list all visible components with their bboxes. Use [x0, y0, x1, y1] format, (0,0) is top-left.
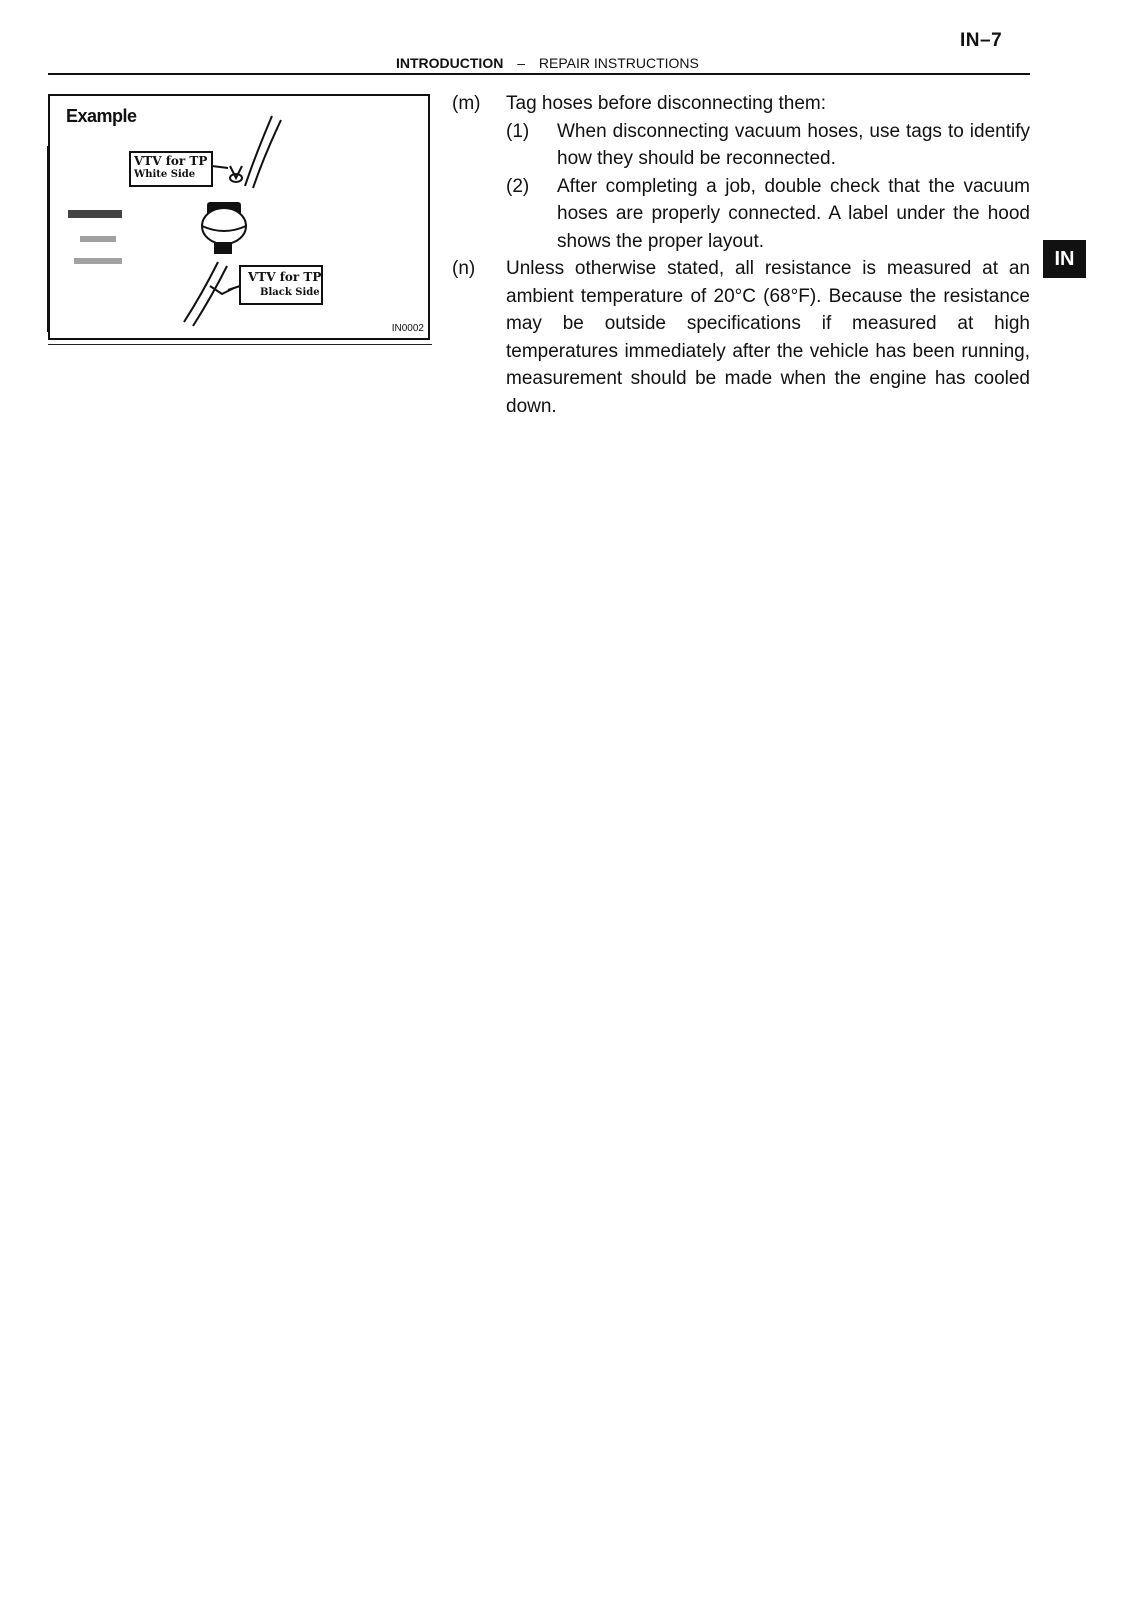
list-item-m [452, 90, 1030, 118]
list-item-n [452, 255, 1030, 420]
tag-bottom-line2: Black Side [260, 287, 320, 298]
sub-item-text: When disconnecting vacuum hoses, use tags to identify how they should be reconnected. [557, 120, 1030, 169]
figure-id: IN0002 [391, 323, 424, 334]
section-title: REPAIR INSTRUCTIONS [538, 55, 699, 71]
lower-hose-right-edge [193, 266, 227, 326]
sub-item-marker: (2) [506, 175, 530, 197]
tag-top-line1: VTV for TP [134, 154, 208, 168]
tag-bottom-string [228, 286, 240, 290]
hose-tag-illustration [50, 96, 428, 338]
sub-item-1 [506, 118, 1030, 173]
valve-bottom-port [214, 242, 232, 254]
scan-artifact [80, 236, 116, 242]
tag-top-line2: White Side [134, 169, 196, 180]
tag-top-label [134, 154, 207, 182]
sub-item-2 [506, 173, 1030, 256]
item-text: Tag hoses before disconnecting them: [506, 93, 827, 114]
item-text: Unless otherwise stated, all resistance is measured at an ambient temperature of 20°C (68°F). Because the resistance may be outside specifications if measured at high temperatures immediately after the vehicle has been running, measurement should be made when the engine has cooled down. [506, 258, 1030, 417]
sub-item-text: After completing a job, double check that the vacuum hoses are properly connected. A label under the hood shows the proper layout. [557, 175, 1030, 252]
running-header [396, 55, 699, 71]
tag-bottom-label [248, 270, 321, 300]
scan-artifact [74, 258, 122, 264]
item-marker: (n) [452, 258, 476, 279]
repair-instructions-text [452, 90, 1030, 420]
header-rule [48, 73, 1030, 75]
figure-caption: Example [66, 106, 137, 126]
section-tab: IN [1043, 240, 1086, 278]
figure-bottom-rule [48, 344, 432, 345]
tag-top-string [212, 166, 228, 168]
chapter-title: INTRODUCTION [396, 55, 504, 71]
sub-item-marker: (1) [506, 120, 530, 142]
example-figure [48, 94, 430, 340]
scan-artifact [68, 210, 122, 218]
page-number: IN–7 [960, 30, 1003, 51]
valve-body [202, 208, 246, 244]
tag-bottom-line1: VTV for TP [248, 270, 322, 284]
header-separator: – [517, 55, 526, 71]
item-marker: (m) [452, 93, 481, 114]
